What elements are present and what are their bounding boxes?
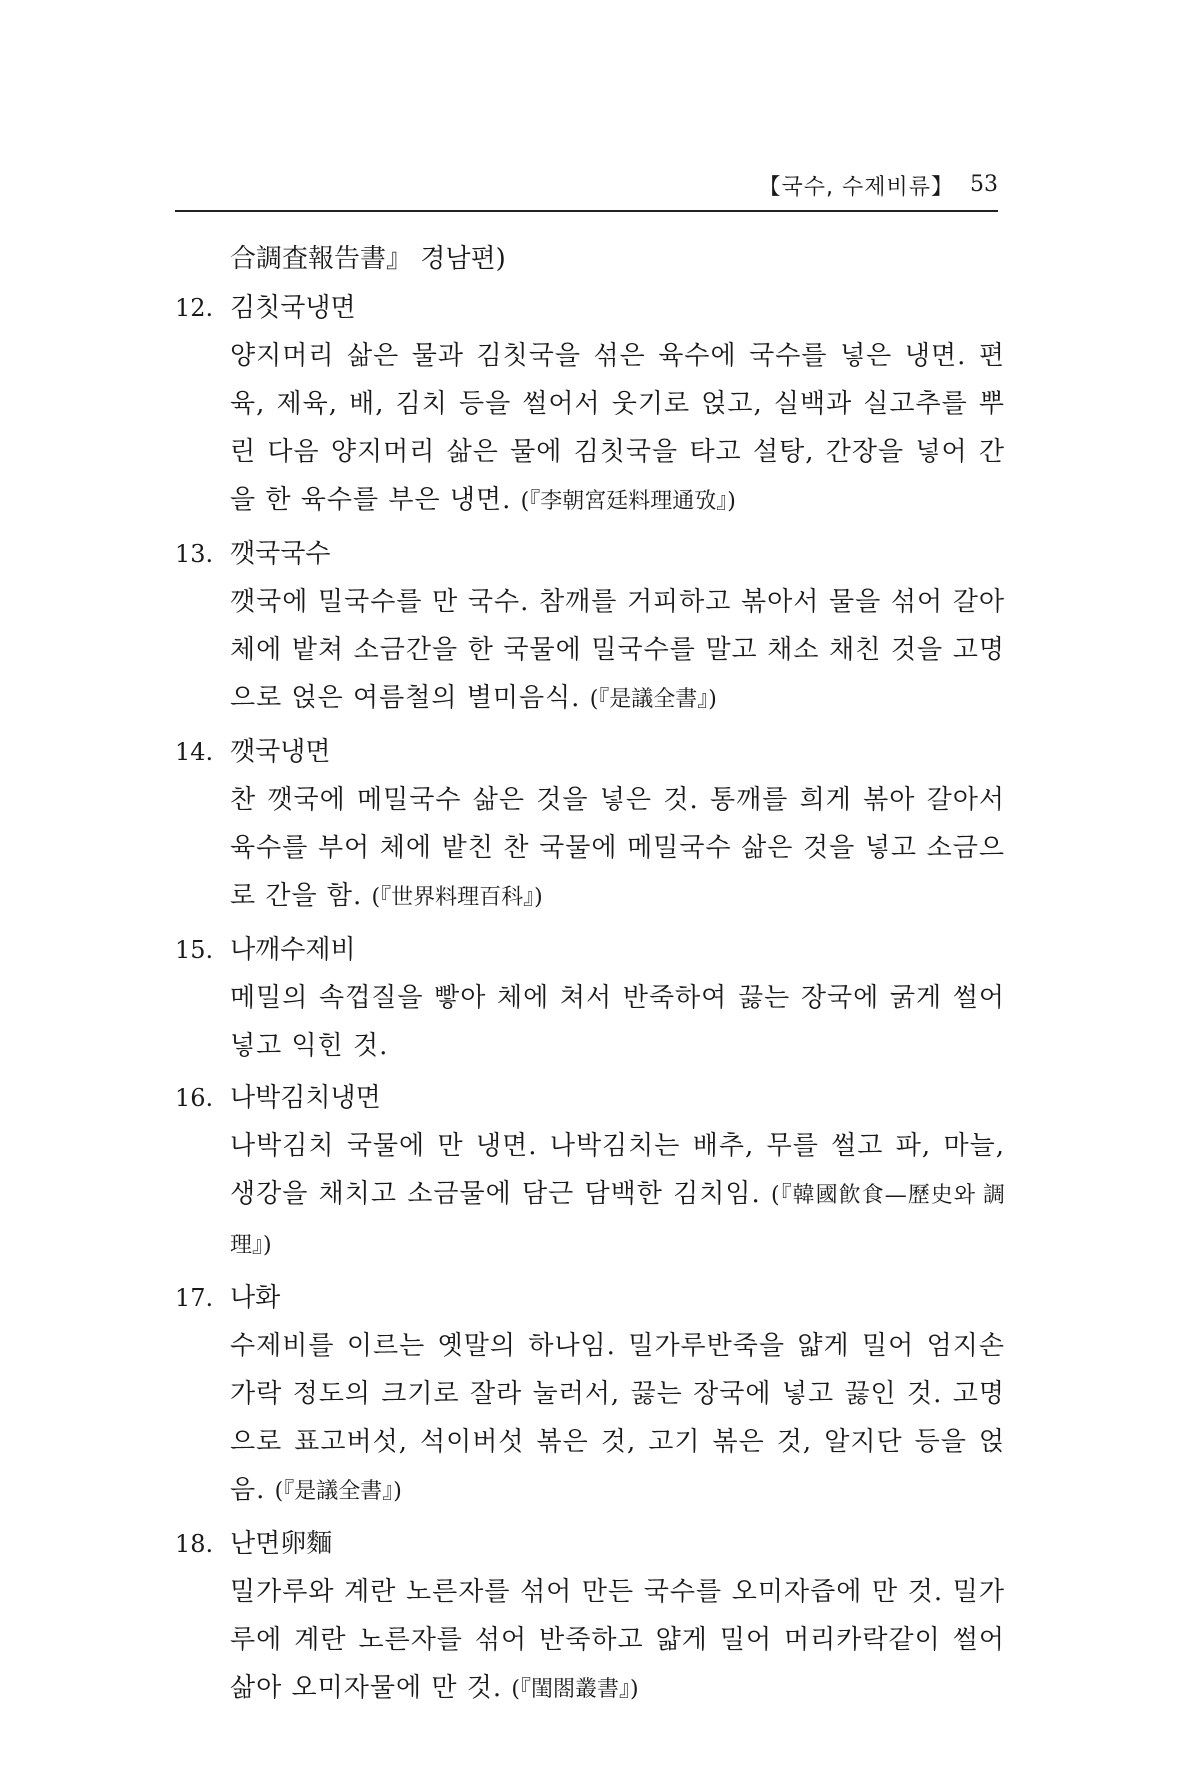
page-header (175, 166, 998, 212)
entry-source: (『閨閤叢書』) (511, 1677, 639, 1702)
entry-source: (『李朝宮廷料理通攷』) (520, 489, 736, 514)
entry-title: 나깨수제비 (230, 935, 356, 965)
entry-13 (175, 530, 1005, 724)
entry-source: (『韓國飮食—歷史와 調理』) (230, 1183, 1005, 1258)
entry-16 (175, 1074, 1005, 1270)
entry-body: 수제비를 이르는 옛말의 하나임. 밀가루반죽을 얇게 밀어 엄지손가락 정도의 크기로 잘라 눌러서, 끓는 장국에 넣고 끓인 것. 고명으로 표고버섯, 석이버섯 볶은 것, 고기 볶은 것, 알지단 등을 얹음. (230, 1331, 1005, 1505)
entry-number: 16. (175, 1084, 214, 1112)
entry-title: 김칫국냉면 (230, 293, 356, 323)
entry-17 (175, 1274, 1005, 1516)
entry-title: 깻국냉면 (230, 737, 331, 767)
entry-number: 12. (175, 294, 214, 322)
continuation-line: 合調査報告書』 경남편) (230, 244, 506, 274)
entry-number: 18. (175, 1530, 214, 1558)
entry-18 (175, 1520, 1005, 1714)
entry-body: 밀가루와 계란 노른자를 섞어 만든 국수를 오미자즙에 만 것. 밀가루에 계란 노른자를 섞어 반죽하고 얇게 밀어 머리카락같이 썰어 삶아 오미자물에 만 것. (230, 1577, 1005, 1703)
entry-source: (『世界料理百科』) (371, 885, 543, 910)
entry-number: 15. (175, 936, 214, 964)
entry-title: 나화 (230, 1283, 281, 1313)
body-text (175, 240, 1005, 1718)
entry-number: 14. (175, 738, 214, 766)
entry-title: 나박김치냉면 (230, 1083, 381, 1113)
entry-12 (175, 284, 1005, 526)
entry-title: 깻국국수 (230, 539, 331, 569)
entry-source: (『是議全書』) (274, 1479, 402, 1504)
entry-body: 찬 깻국에 메밀국수 삶은 것을 넣은 것. 통깨를 희게 볶아 갈아서 육수를 부어 체에 밭친 찬 국물에 메밀국수 삶은 것을 넣고 소금으로 간을 함. (230, 785, 1005, 911)
entry-number: 17. (175, 1284, 214, 1312)
entry-body: 메밀의 속껍질을 빻아 체에 쳐서 반죽하여 끓는 장국에 굵게 썰어 넣고 익힌 것. (230, 983, 1005, 1061)
page-number: 53 (970, 172, 998, 197)
entry-body: 깻국에 밀국수를 만 국수. 참깨를 거피하고 볶아서 물을 섞어 갈아 체에 밭쳐 소금간을 한 국물에 밀국수를 말고 채소 채친 것을 고명으로 얹은 여름철의 별미음식. (230, 587, 1005, 713)
entry-title: 난면卵麵 (230, 1529, 333, 1559)
running-head: 【국수, 수제비류】 (758, 175, 954, 200)
entry-body: 나박김치 국물에 만 냉면. 나박김치는 배추, 무를 썰고 파, 마늘, 생강을 채치고 소금물에 담근 담백한 김치임. (230, 1131, 1005, 1209)
entry-15 (175, 926, 1005, 1070)
entry-number: 13. (175, 540, 214, 568)
entry-14 (175, 728, 1005, 922)
entry-body: 양지머리 삶은 물과 김칫국을 섞은 육수에 국수를 넣은 냉면. 편육, 제육, 배, 김치 등을 썰어서 웃기로 얹고, 실백과 실고추를 뿌린 다음 양지머리 삶은 물에 김칫국을 타고 설탕, 간장을 넣어 간을 한 육수를 부은 냉면. (230, 341, 1005, 515)
entry-source: (『是議全書』) (589, 687, 717, 712)
